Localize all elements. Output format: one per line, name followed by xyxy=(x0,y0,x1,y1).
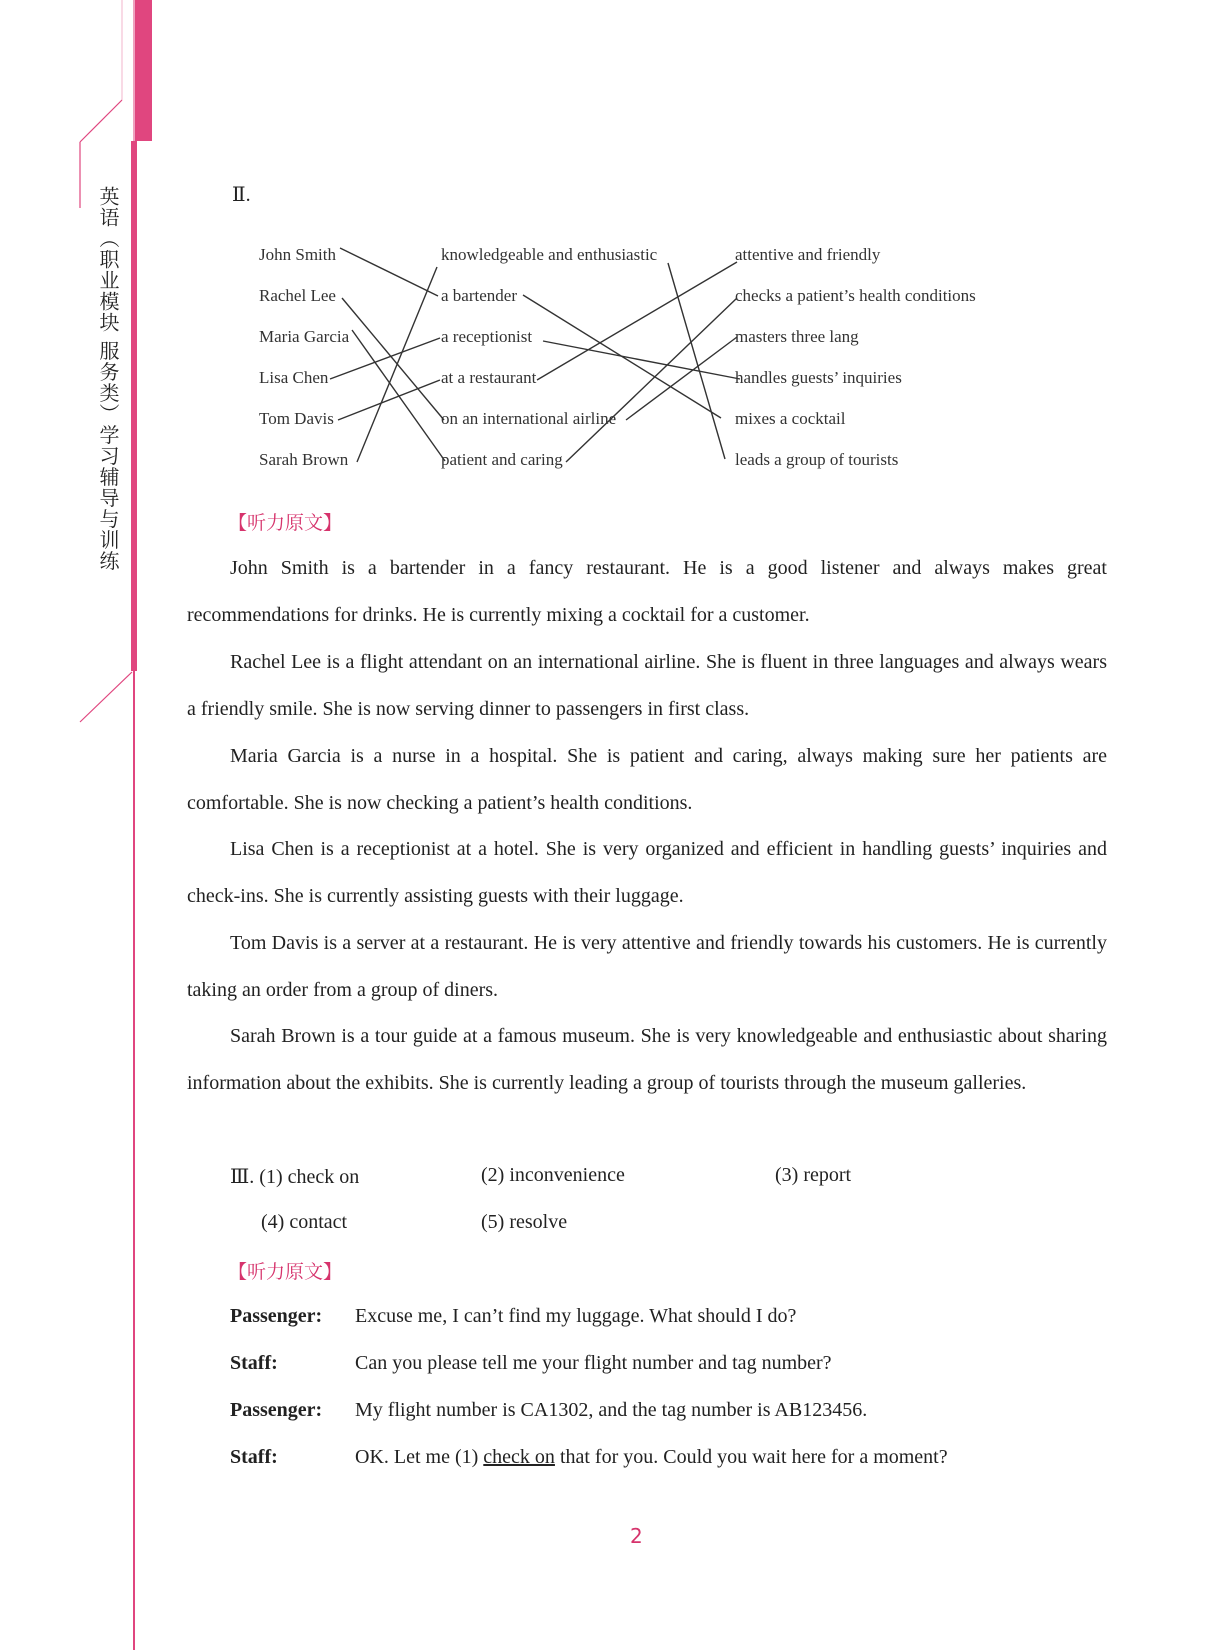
match-line xyxy=(338,380,440,420)
match-middle-item: knowledgeable and enthusiastic xyxy=(441,245,658,264)
sidebar-title: 英语（职业模块 服务类）学习辅导与训练 xyxy=(96,186,120,572)
match-left-item: Tom Davis xyxy=(259,409,334,428)
dialogue-speaker: Passenger: xyxy=(230,1399,323,1421)
transcript-paragraph: Rachel Lee is a flight attendant on an international airline. She is fluent in three languages and always wears a friendly smile. She is now serving dinner to passengers in first class. xyxy=(187,651,1107,720)
answer-item: (3) report xyxy=(775,1164,852,1186)
match-right-item: checks a patient’s health conditions xyxy=(735,286,976,305)
transcript-paragraph: Sarah Brown is a tour guide at a famous museum. She is very knowledgeable and enthusiastic about sharing information about the exhibits. She is currently leading a group of tourists through the museum galleries. xyxy=(187,1025,1107,1094)
match-line xyxy=(537,262,737,380)
margin-rule xyxy=(133,671,135,1650)
answer-item: (2) inconvenience xyxy=(481,1164,625,1186)
transcript-paragraph: Tom Davis is a server at a restaurant. He is very attentive and friendly towards his customers. He is currently taking an order from a group of diners. xyxy=(187,932,1107,1001)
dialogue-speaker: Passenger: xyxy=(230,1305,323,1327)
answer-item: Ⅲ. (1) check on xyxy=(230,1166,360,1188)
transcript-heading: 【听力原文】 xyxy=(228,512,343,534)
dialogue-line-start: OK. Let me (1) xyxy=(355,1446,484,1468)
transcript-paragraph: Maria Garcia is a nurse in a hospital. She is patient and caring, always making sure her patients are comfortable. She is now checking a patient’s health conditions. xyxy=(187,745,1107,814)
page-number: 2 xyxy=(630,1524,643,1548)
match-left-item: Maria Garcia xyxy=(259,327,350,346)
match-middle-item: a bartender xyxy=(441,286,517,305)
section-mark-2: Ⅱ. xyxy=(232,184,251,206)
match-right-item: handles guests’ inquiries xyxy=(735,368,902,387)
match-line xyxy=(668,263,725,459)
transcript-paragraph: John Smith is a bartender in a fancy restaurant. He is a good listener and always makes great recommendations for drinks. He is currently mixing a cocktail for a customer. xyxy=(187,557,1107,626)
match-left-item: Lisa Chen xyxy=(259,368,329,387)
answer-underlined: check on xyxy=(483,1446,555,1468)
match-line xyxy=(342,298,444,420)
dialogue-line xyxy=(355,1446,948,1469)
dialogue-line: My flight number is CA1302, and the tag number is AB123456. xyxy=(355,1399,868,1421)
answer-item: (5) resolve xyxy=(481,1211,568,1233)
match-line xyxy=(340,248,438,296)
dialogue-speaker: Staff: xyxy=(230,1352,278,1374)
match-middle-item: patient and caring xyxy=(441,450,563,469)
match-right-item: mixes a cocktail xyxy=(735,409,846,428)
match-line xyxy=(626,337,737,420)
dialogue-speaker: Staff: xyxy=(230,1446,278,1468)
match-line xyxy=(566,298,737,462)
dialogue-heading: 【听力原文】 xyxy=(228,1261,343,1283)
dialogue-line: Can you please tell me your flight number and tag number? xyxy=(355,1352,832,1374)
dialogue-line: Excuse me, I can’t find my luggage. What should I do? xyxy=(355,1305,797,1327)
match-left-item: Rachel Lee xyxy=(259,286,336,305)
match-line xyxy=(543,341,740,379)
match-middle-item: on an international airline xyxy=(441,409,617,428)
match-middle-item: a receptionist xyxy=(441,327,533,346)
transcript-paragraph: Lisa Chen is a receptionist at a hotel. She is very organized and efficient in handling guests’ inquiries and check-ins. She is currently assisting guests with their luggage. xyxy=(187,838,1107,907)
match-left-item: Sarah Brown xyxy=(259,450,349,469)
dialogue-line-end: that for you. Could you wait here for a moment? xyxy=(554,1446,948,1468)
match-right-item: masters three lang xyxy=(735,327,859,346)
match-right-item: leads a group of tourists xyxy=(735,450,899,469)
match-middle-item: at a restaurant xyxy=(441,368,537,387)
match-right-item: attentive and friendly xyxy=(735,245,881,264)
match-left-item: John Smith xyxy=(259,245,336,264)
answer-item: (4) contact xyxy=(261,1211,348,1233)
